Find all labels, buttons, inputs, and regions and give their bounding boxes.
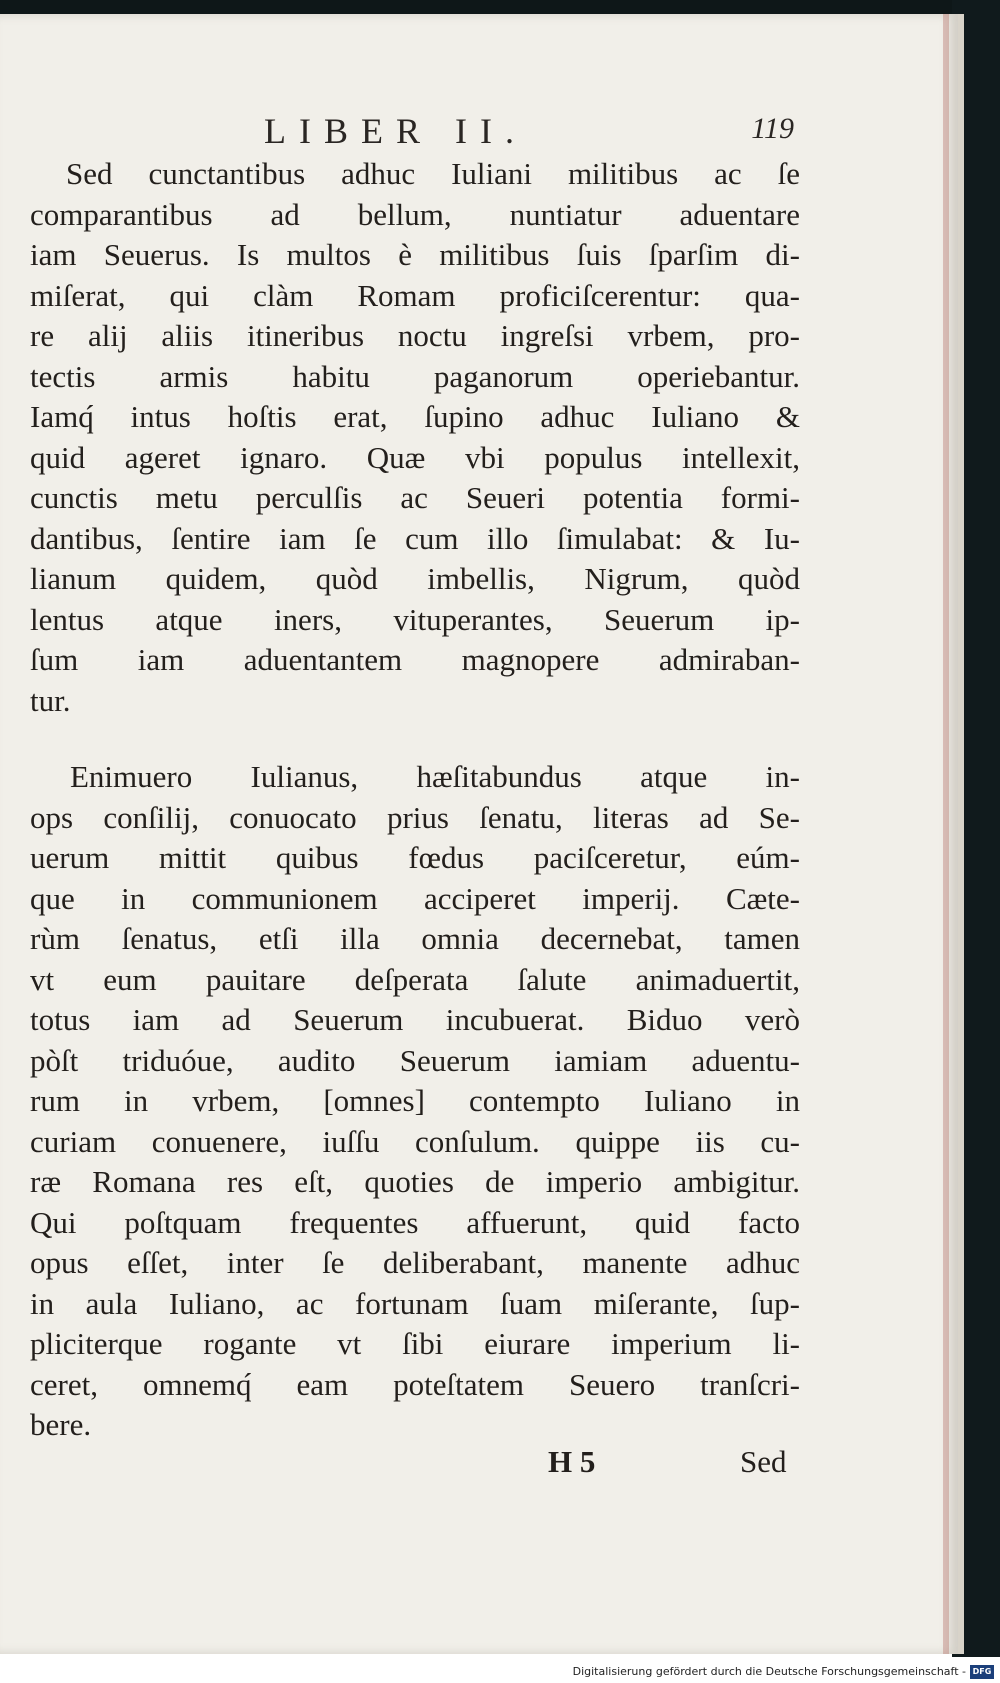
text-line: vt eum pauitare deſperata ſalute animaduertit, — [30, 961, 800, 997]
text-line: dantibus, ſentire iam ſe cum illo ſimulabat: & Iu- — [30, 520, 800, 556]
catchword: Sed — [740, 1444, 787, 1479]
dfg-logo: DFG — [970, 1665, 994, 1679]
text-line: Qui poſtquam frequentes affuerunt, quid facto — [30, 1204, 800, 1240]
text-line: curiam conuenere, iuſſu conſulum. quippe iis cu- — [30, 1123, 800, 1159]
text-line: rum in vrbem, [omnes] contempto Iuliano in — [30, 1083, 800, 1118]
text-line: ceret, omnemq́ eam poteſtatem Seuero tranſcri- — [30, 1366, 800, 1402]
footer-bar — [0, 1657, 1000, 1683]
paragraph-2 — [30, 757, 800, 1446]
paragraph-gap — [30, 721, 800, 757]
funding-credit: Digitalisierung gefördert durch die Deutsche Forschungsgemeinschaft - — [572, 1665, 966, 1678]
text-line: cunctis metu perculſis ac Seueri potentia formi- — [30, 480, 800, 515]
signature-mark: H 5 — [548, 1444, 596, 1479]
text-line: iam Seuerus. Is multos è militibus ſuis ſparſim di- — [30, 237, 800, 272]
paragraph-1 — [30, 154, 800, 721]
running-head: LIBER II. — [264, 111, 527, 151]
text-line: que in communionem acciperet imperij. Cæte- — [30, 880, 800, 916]
text-line: Iamq́ intus hoſtis erat, ſupino adhuc Iuliano & — [30, 399, 800, 434]
text-line: rùm ſenatus, etſi illa omnia decernebat, tamen — [30, 921, 800, 956]
body-text — [30, 154, 800, 1446]
text-line: uerum mittit quibus fœdus paciſceretur, eúm- — [30, 840, 800, 875]
page-edge-stain — [943, 14, 949, 1654]
page-header — [0, 110, 958, 150]
text-line: ſum iam aduentantem magnopere admiraban- — [30, 642, 800, 677]
text-line: miſerat, qui clàm Romam proficiſcerentur: qua- — [30, 277, 800, 313]
text-line: pliciterque rogante vt ſibi eiurare imperium li- — [30, 1326, 800, 1361]
text-line: quid ageret ignaro. Quæ vbi populus intellexit, — [30, 439, 800, 475]
book-page — [0, 14, 964, 1654]
text-line: pòſt triduóue, audito Seuerum iamiam aduentu- — [30, 1042, 800, 1078]
text-line: lianum quidem, quòd imbellis, Nigrum, quòd — [30, 561, 800, 596]
text-line: tectis armis habitu paganorum operiebantur. — [30, 358, 800, 394]
catchline — [0, 1444, 958, 1484]
text-line: comparantibus ad bellum, nuntiatur aduentare — [30, 196, 800, 232]
text-line: Enimuero Iulianus, hæſitabundus atque in- — [70, 759, 800, 794]
text-line: ops conſilij, conuocato prius ſenatu, literas ad Se- — [30, 799, 800, 835]
text-line: lentus atque iners, vituperantes, Seuerum ip- — [30, 601, 800, 637]
text-line: tur. — [30, 682, 71, 718]
text-line: ræ Romana res eſt, quoties de imperio ambigitur. — [30, 1164, 800, 1199]
text-line: in aula Iuliano, ac fortunam ſuam miſerante, ſup- — [30, 1285, 800, 1321]
text-line: totus iam ad Seuerum incubuerat. Biduo verò — [30, 1002, 800, 1037]
text-line: bere. — [30, 1407, 92, 1442]
text-line: Sed cunctantibus adhuc Iuliani militibus ac ſe — [66, 156, 800, 191]
text-line: re alij aliis itineribus noctu ingreſsi vrbem, pro- — [30, 318, 800, 353]
page-number: 119 — [751, 112, 794, 145]
text-line: opus eſſet, inter ſe deliberabant, manente adhuc — [30, 1245, 800, 1280]
